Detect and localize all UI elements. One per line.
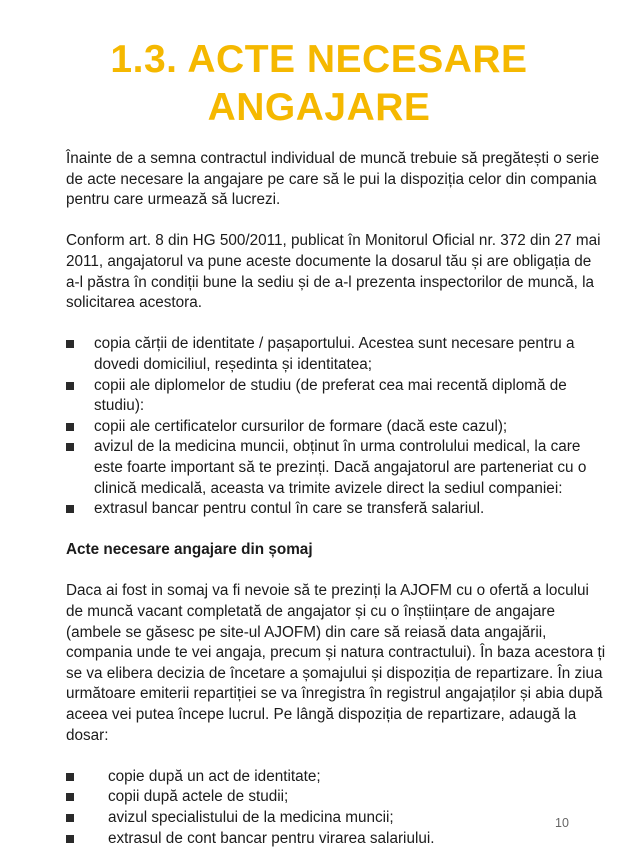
square-bullet-icon — [66, 793, 74, 801]
list-item — [66, 499, 606, 520]
list-item-text: copie după un act de identitate; — [108, 767, 321, 785]
list-item-text: copii după actele de studii; — [108, 788, 289, 806]
unemployment-paragraph: Daca ai fost in somaj va fi nevoie să te prezinți la AJOFM cu o ofertă a locului de muncă vacant completată de angajator și cu o înștiințare de angajare (ambele se găsesc pe site-ul AJOFM) din care să reiasă data angajării, compania unde te vei angaja, precum și natura contractului). În baza acestora ți se va elibera decizia de încetare a șomajului și dispoziția de repartizare. În ziua următoare emiterii repartiției se va înregistra în registrul angajaților și abia după aceea vei putea începe lucrul. Pe lângă dispoziția de repartizare, adaugă la dosar: — [66, 582, 606, 744]
list-item-text: extrasul bancar pentru contul în care se transferă salariul. — [94, 500, 485, 518]
required-documents-list — [66, 334, 606, 519]
intro-paragraph: Înainte de a semna contractul individual de muncă trebuie să pregătești o serie de acte necesare la angajare pe care să le pui la dispoziția celor din compania pentru care urmează să lucrezi. — [66, 150, 600, 209]
list-item-text: copii ale certificatelor cursurilor de formare (dacă este cazul); — [94, 417, 508, 435]
list-item — [66, 417, 606, 438]
legal-paragraph: Conform art. 8 din HG 500/2011, publicat în Monitorul Oficial nr. 372 din 27 mai 2011, angajatorul va pune aceste documente la dosarul tău și are obligația de a-l păstra în condiții bune la sediu și de a-l prezenta inspectorilor de muncă, la solicitarea acestora. — [66, 232, 601, 312]
list-item-text: extrasul de cont bancar pentru virarea salariului. — [108, 829, 435, 847]
list-item — [66, 334, 606, 375]
list-item-text: avizul specialistului de la medicina muncii; — [108, 809, 394, 826]
list-item-text: copii ale diplomelor de studiu (de preferat cea mai recentă diplomă de studiu): — [94, 376, 567, 415]
page-title — [0, 36, 638, 132]
square-bullet-icon — [66, 382, 74, 390]
square-bullet-icon — [66, 814, 74, 822]
title-line-2: ANGAJARE — [207, 86, 431, 129]
title-line-1: 1.3. ACTE NECESARE — [110, 38, 528, 81]
list-item — [66, 437, 606, 499]
list-item — [66, 767, 606, 788]
unemployment-documents-list — [66, 767, 606, 849]
list-item — [66, 829, 606, 850]
list-item-text: avizul de la medicina muncii, obținut în urma controlului medical, la care este foarte important să te prezinți. Dacă angajatorul are parteneriat cu o clinică medicală, aceasta va trimite avizele direct la sediul companiei: — [94, 438, 587, 497]
document-body — [66, 149, 606, 849]
square-bullet-icon — [66, 835, 74, 843]
square-bullet-icon — [66, 340, 74, 348]
list-item-text: copia cărții de identitate / pașaportului. Acestea sunt necesare pentru a dovedi domiciliul, reședinta și identitatea; — [94, 335, 575, 373]
square-bullet-icon — [66, 773, 74, 781]
square-bullet-icon — [66, 423, 74, 431]
list-item — [66, 808, 606, 829]
list-item — [66, 376, 606, 417]
page-number: 10 — [555, 816, 569, 830]
square-bullet-icon — [66, 443, 74, 451]
section-heading: Acte necesare angajare din șomaj — [66, 541, 313, 559]
list-item — [66, 787, 606, 808]
square-bullet-icon — [66, 505, 74, 513]
